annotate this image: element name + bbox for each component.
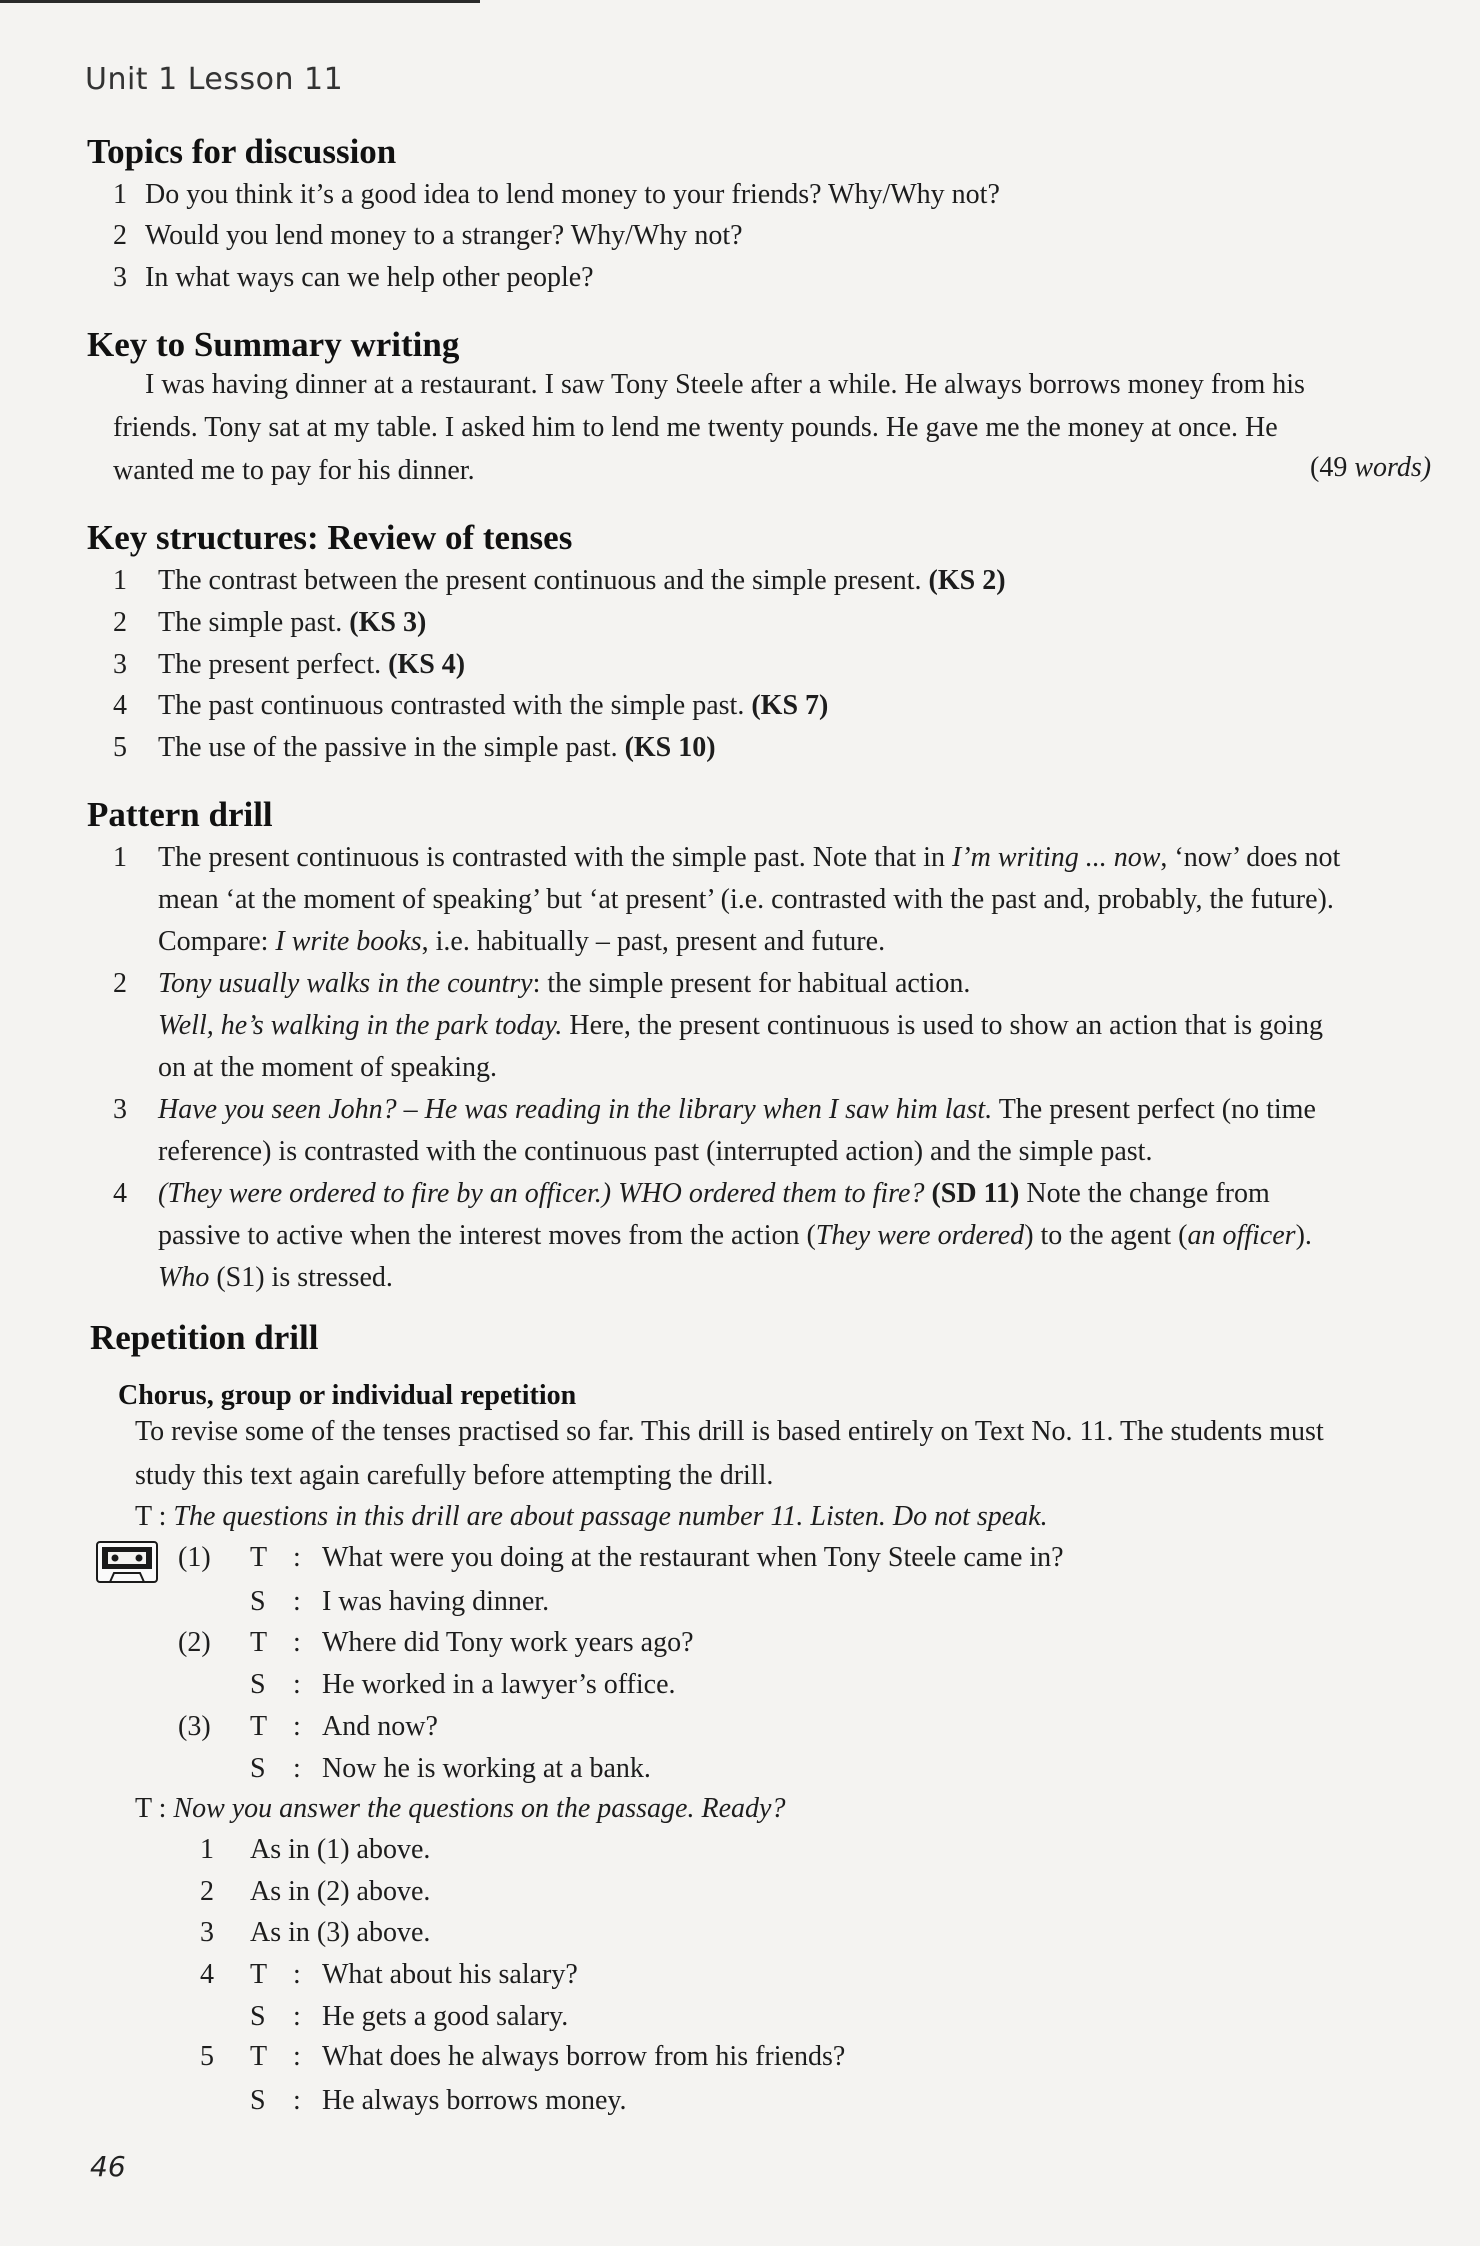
colon: : bbox=[293, 1542, 301, 1573]
list-item: The contrast between the present continuous and the simple present. (KS 2) bbox=[158, 565, 1006, 596]
example-number: (3) bbox=[178, 1711, 211, 1742]
summary-heading: Key to Summary writing bbox=[87, 325, 460, 364]
intro-line: To revise some of the tenses practised so far. This drill is based entirely on Text No. 11. The students must bbox=[135, 1416, 1324, 1447]
list-number: 1 bbox=[113, 565, 127, 596]
colon: : bbox=[293, 1753, 301, 1784]
colon: : bbox=[293, 1586, 301, 1617]
colon: : bbox=[293, 1711, 301, 1742]
answer-line: As in (1) above. bbox=[250, 1834, 431, 1865]
t-label: T bbox=[250, 2041, 268, 2072]
summary-line: friends. Tony sat at my table. I asked him to lend me twenty pounds. He gave me the money at once. He bbox=[113, 412, 1278, 443]
pattern-line: Tony usually walks in the country: the simple present for habitual action. bbox=[158, 968, 971, 999]
list-number: 3 bbox=[113, 649, 127, 680]
teacher-line: What does he always borrow from his friends? bbox=[322, 2041, 846, 2072]
example-number: (1) bbox=[178, 1542, 211, 1573]
list-number: 3 bbox=[113, 1094, 127, 1125]
intro-line: study this text again carefully before attempting the drill. bbox=[135, 1460, 774, 1491]
list-number: 1 bbox=[113, 179, 127, 210]
word-count: (49 words) bbox=[1310, 452, 1432, 483]
list-item: The present perfect. (KS 4) bbox=[158, 649, 466, 680]
pattern-line: Have you seen John? – He was reading in the library when I saw him last. The present perfect (no time bbox=[158, 1094, 1316, 1125]
teacher-instruction: T : The questions in this drill are about passage number 11. Listen. Do not speak. bbox=[135, 1501, 1048, 1532]
teacher-line: And now? bbox=[322, 1711, 438, 1742]
colon: : bbox=[293, 1959, 301, 1990]
repetition-heading: Repetition drill bbox=[90, 1318, 319, 1357]
colon: : bbox=[293, 1627, 301, 1658]
student-line: I was having dinner. bbox=[322, 1586, 550, 1617]
student-line: He always borrows money. bbox=[322, 2085, 627, 2116]
answer-number: 3 bbox=[200, 1917, 214, 1948]
colon: : bbox=[293, 2001, 301, 2032]
teacher-instruction: T : Now you answer the questions on the passage. Ready? bbox=[135, 1793, 786, 1824]
repetition-subheading: Chorus, group or individual repetition bbox=[118, 1380, 577, 1411]
answer-number: 1 bbox=[200, 1834, 214, 1865]
pattern-line: (They were ordered to fire by an officer.) WHO ordered them to fire? (SD 11) Note the change from bbox=[158, 1178, 1270, 1209]
answer-line: As in (2) above. bbox=[250, 1876, 431, 1907]
pattern-line: on at the moment of speaking. bbox=[158, 1052, 498, 1083]
list-number: 1 bbox=[113, 842, 127, 873]
pattern-line: Well, he’s walking in the park today. Here, the present continuous is used to show an action that is going bbox=[158, 1010, 1323, 1041]
s-label: S bbox=[250, 1669, 266, 1700]
pattern-line: Who (S1) is stressed. bbox=[158, 1262, 393, 1293]
t-label: T bbox=[250, 1959, 268, 1990]
s-label: S bbox=[250, 2001, 266, 2032]
list-item: The past continuous contrasted with the simple past. (KS 7) bbox=[158, 690, 829, 721]
teacher-line: What about his salary? bbox=[322, 1959, 578, 1990]
colon: : bbox=[293, 2085, 301, 2116]
list-number: 3 bbox=[113, 262, 127, 293]
list-number: 4 bbox=[113, 1178, 127, 1209]
summary-line: I was having dinner at a restaurant. I saw Tony Steele after a while. He always borrows money from his bbox=[145, 369, 1305, 400]
s-label: S bbox=[250, 1586, 266, 1617]
teacher-line: What were you doing at the restaurant when Tony Steele came in? bbox=[322, 1542, 1064, 1573]
list-number: 4 bbox=[113, 690, 127, 721]
page-number: 46 bbox=[90, 2150, 126, 2183]
list-number: 2 bbox=[113, 220, 127, 251]
example-number: (2) bbox=[178, 1627, 211, 1658]
s-label: S bbox=[250, 1753, 266, 1784]
list-item: In what ways can we help other people? bbox=[145, 262, 594, 293]
pattern-line: Compare: I write books, i.e. habitually – past, present and future. bbox=[158, 926, 886, 957]
t-label: T bbox=[250, 1627, 268, 1658]
unit-lesson-header: Unit 1 Lesson 11 bbox=[85, 62, 344, 97]
teacher-line: Where did Tony work years ago? bbox=[322, 1627, 694, 1658]
structures-heading: Key structures: Review of tenses bbox=[87, 518, 573, 557]
s-label: S bbox=[250, 2085, 266, 2116]
colon: : bbox=[293, 2041, 301, 2072]
pattern-heading: Pattern drill bbox=[87, 795, 273, 834]
list-item: Would you lend money to a stranger? Why/Why not? bbox=[145, 220, 743, 251]
pattern-line: mean ‘at the moment of speaking’ but ‘at present’ (i.e. contrasted with the past and, probably, the future). bbox=[158, 884, 1334, 915]
answer-number: 5 bbox=[200, 2041, 214, 2072]
list-number: 2 bbox=[113, 607, 127, 638]
student-line: Now he is working at a bank. bbox=[322, 1753, 651, 1784]
cassette-icon bbox=[96, 1541, 158, 1583]
answer-number: 4 bbox=[200, 1959, 214, 1990]
t-label: T bbox=[250, 1542, 268, 1573]
summary-line: wanted me to pay for his dinner. bbox=[113, 455, 475, 486]
list-item: The use of the passive in the simple past. (KS 10) bbox=[158, 732, 716, 763]
t-label: T bbox=[250, 1711, 268, 1742]
topics-heading: Topics for discussion bbox=[87, 132, 397, 171]
answer-line: As in (3) above. bbox=[250, 1917, 431, 1948]
answer-number: 2 bbox=[200, 1876, 214, 1907]
pattern-line: passive to active when the interest moves from the action (They were ordered) to the agent (an officer). bbox=[158, 1220, 1312, 1251]
colon: : bbox=[293, 1669, 301, 1700]
pattern-line: reference) is contrasted with the continuous past (interrupted action) and the simple past. bbox=[158, 1136, 1153, 1167]
list-number: 2 bbox=[113, 968, 127, 999]
pattern-line: The present continuous is contrasted with the simple past. Note that in I’m writing ... now, ‘now’ does not bbox=[158, 842, 1341, 873]
list-item: Do you think it’s a good idea to lend money to your friends? Why/Why not? bbox=[145, 179, 1000, 210]
list-number: 5 bbox=[113, 732, 127, 763]
student-line: He worked in a lawyer’s office. bbox=[322, 1669, 676, 1700]
list-item: The simple past. (KS 3) bbox=[158, 607, 427, 638]
student-line: He gets a good salary. bbox=[322, 2001, 569, 2032]
